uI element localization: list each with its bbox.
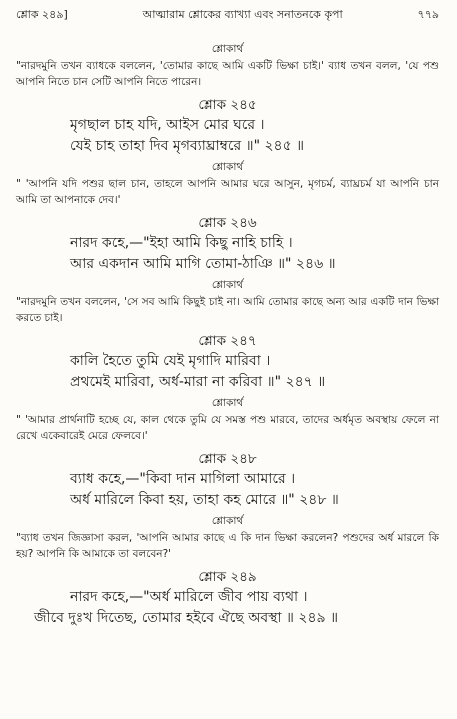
translation-text: "নারদমুনি তখন বললেন, 'সে সব আমি কিছুই চাই না। আমি তোমার কাছে অন্য আর একটি দান ভিক্ষা করতে চাই। — [16, 296, 439, 324]
verse-block-245 — [16, 96, 439, 208]
translation-label: শ্লোকার্থ — [211, 397, 244, 409]
verse-text — [16, 351, 439, 393]
verse-line: নারদ কহে,—"অর্ধ মারিলে জীব পায় ব্যথা । — [70, 589, 308, 605]
verse-heading: শ্লোক ২৪৯ — [198, 569, 257, 585]
verse-heading: শ্লোক ২৪৫ — [198, 97, 257, 113]
verse-line: যেই চাহ তাহা দিব মৃগব্যাঘ্রাম্বরে ॥" ২৪৫ ॥ — [70, 138, 305, 154]
verse-line: কালি হৈতে তুমি যেই মৃগাদি মারিবা । — [70, 353, 271, 369]
verse-heading: শ্লোক ২৪৭ — [198, 333, 257, 349]
verse-line: ব্যাধ কহে,—"কিবা দান মাগিলা আমারে । — [70, 471, 296, 487]
verse-heading: শ্লোক ২৪৮ — [198, 451, 257, 467]
running-head-chapter-title: আত্মারাম শ্লোকের ব্যাখ্যা এবং সনাতনকে কৃপা — [142, 8, 343, 21]
verse-line: অর্ধ মারিলে কিবা হয়, তাহা কহ মোরে ॥" ২৪৮ ॥ — [70, 492, 339, 508]
verse-heading: শ্লোক ২৪৬ — [198, 215, 257, 231]
page-number: ৭৭৯ — [417, 8, 439, 21]
translation-label: শ্লোকার্থ — [211, 43, 244, 55]
verse-line: জীবে দুঃখ দিতেছ, তোমার হইবে ঐছে অবস্থা ॥ ২৪৯ ॥ — [34, 610, 338, 626]
translation-text: " 'আমার প্রার্থনাটি হচ্ছে যে, কাল থেকে তুমি যে সমস্ত পশু মারবে, তাদের অর্ধমৃত অবস্থায় ফেলে না রেখে একেবারেই মেরে ফেলবে।' — [16, 414, 439, 442]
translation-label: শ্লোকার্থ — [211, 515, 244, 527]
verse-block-247 — [16, 332, 439, 444]
verse-block-248 — [16, 450, 439, 562]
verse-line: আর একদান আমি মাগি তোমা-ঠাঞি ॥" ২৪৬ ॥ — [70, 256, 336, 272]
translation-block — [16, 42, 439, 90]
verse-text — [16, 469, 439, 511]
translation-label: শ্লোকার্থ — [211, 279, 244, 291]
verse-line: নারদ কহে,—"ইহা আমি কিছু নাহি চাহি । — [70, 235, 293, 251]
running-head — [16, 8, 439, 22]
translation-text: "ব্যাধ তখন জিজ্ঞাসা করল, 'আপনি আমার কাছে এ কি দান ভিক্ষা করলেন? পশুদের অর্ধ মারলে কি হয়? আপনি কি আমাকে তা বলবেন?' — [16, 532, 439, 560]
verse-block-246 — [16, 214, 439, 326]
translation-label: শ্লোকার্থ — [211, 161, 244, 173]
verse-text — [16, 233, 439, 275]
verse-line: প্রথমেই মারিবা, অর্ধ-মারা না করিবা ॥" ২৪৭ ॥ — [70, 374, 326, 390]
verse-text — [16, 115, 439, 157]
translation-text: " 'আপনি যদি পশুর ছাল চান, তাহলে আপনি আমার ঘরে আসুন, মৃগচর্ম, ব্যাঘ্রচর্ম যা আপনি চান আমি তা আপনাকে দেব।' — [16, 178, 439, 206]
translation-text: "নারদমুনি তখন ব্যাধকে বললেন, 'তোমার কাছে আমি একটি ভিক্ষা চাই।' ব্যাধ তখন বলল, 'যে পশু আপনি নিতে চান সেটি আপনি নিতে পারেন। — [16, 60, 439, 88]
verse-text — [16, 587, 439, 629]
running-head-verse-ref: শ্লোক ২৪৯] — [16, 8, 68, 21]
verse-block-249 — [16, 568, 439, 629]
verse-line: মৃগছাল চাহ যদি, আইস মোর ঘরে । — [70, 117, 265, 133]
